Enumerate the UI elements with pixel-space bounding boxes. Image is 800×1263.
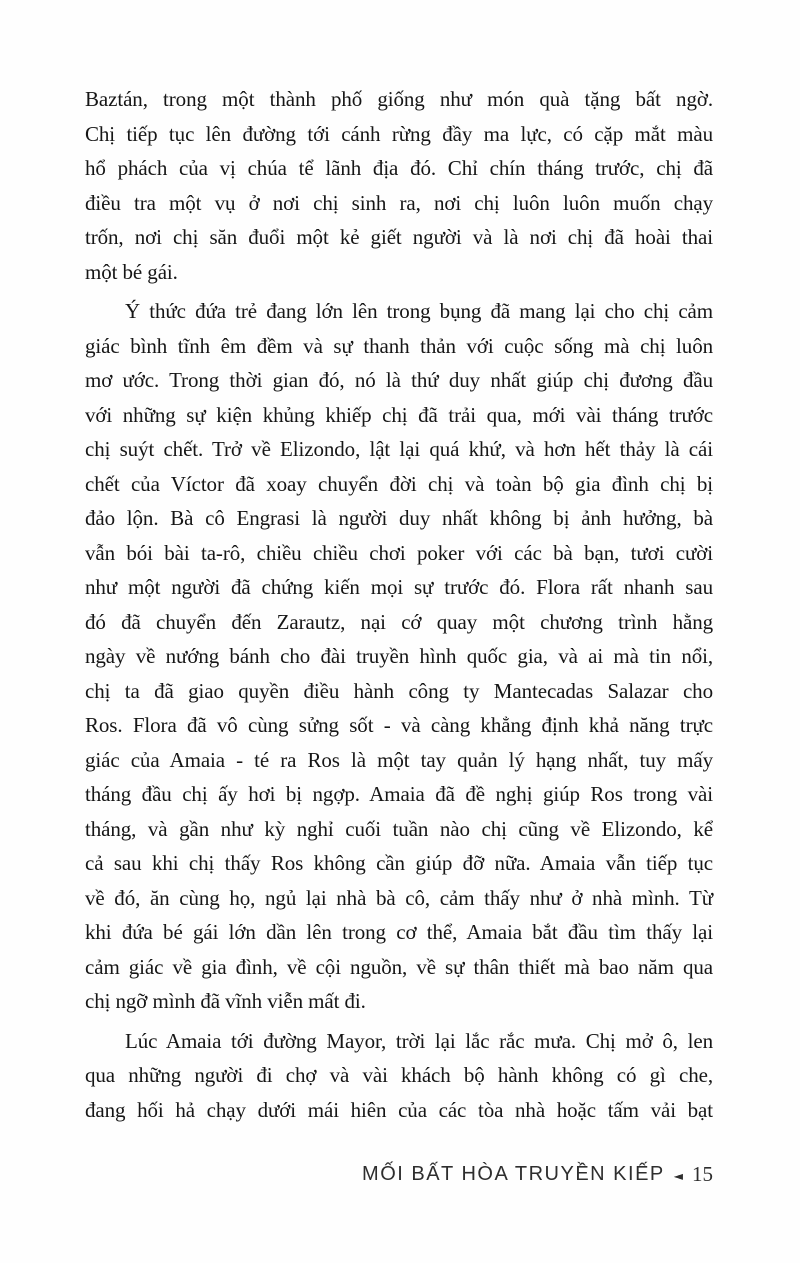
- text-line: qua những người đi chợ và vài khách bộ hành không có gì che,: [85, 1063, 713, 1087]
- text-line: Lúc Amaia tới đường Mayor, trời lại lắc rắc mưa. Chị mở ô, len: [125, 1028, 713, 1053]
- page-footer: [362, 1162, 713, 1187]
- text-line: một bé gái.: [85, 259, 178, 284]
- page-text: [85, 82, 713, 1127]
- text-line: Chị tiếp tục lên đường tới cánh rừng đầy ma lực, có cặp mắt màu: [85, 121, 713, 146]
- text-line: Baztán, trong một thành phố giống như món quà tặng bất ngờ.: [85, 87, 713, 111]
- text-line: chết của Víctor đã xoay chuyển đời chị và toàn bộ gia đình chị bị: [85, 471, 713, 496]
- left-triangle-icon: ◄: [673, 1168, 683, 1183]
- text-line: giác của Amaia - té ra Ros là một tay quản lý hạng nhất, tuy mấy: [85, 747, 713, 772]
- paragraph: [85, 82, 713, 289]
- text-line: Ý thức đứa trẻ đang lớn lên trong bụng đã mang lại cho chị cảm: [125, 299, 713, 323]
- text-line: giác bình tĩnh êm đềm và sự thanh thản với cuộc sống mà chị luôn: [85, 333, 713, 358]
- text-line: về đó, ăn cùng họ, ngủ lại nhà bà cô, cảm thấy như ở nhà mình. Từ: [85, 885, 713, 910]
- text-line: hổ phách của vị chúa tể lãnh địa đó. Chỉ chín tháng trước, chị đã: [85, 156, 713, 180]
- text-line: chị suýt chết. Trở về Elizondo, lật lại quá khứ, và hơn hết thảy là cái: [85, 437, 713, 461]
- text-line: với những sự kiện khủng khiếp chị đã trải qua, mới vài tháng trước: [85, 402, 713, 427]
- text-line: đó đã chuyển đến Zarautz, nại cớ quay một chương trình hằng: [85, 609, 713, 634]
- text-line: đang hối hả chạy dưới mái hiên của các tòa nhà hoặc tấm vải bạt: [85, 1097, 713, 1122]
- text-line: ngày về nướng bánh cho đài truyền hình quốc gia, và ai mà tin nổi,: [85, 644, 713, 668]
- text-line: trốn, nơi chị săn đuổi một kẻ giết người và là nơi chị đã hoài thai: [85, 225, 713, 249]
- text-line: Ros. Flora đã vô cùng sửng sốt - và càng khẳng định khả năng trực: [85, 713, 713, 737]
- text-line: vẫn bói bài ta-rô, chiều chiều chơi poker với các bà bạn, tươi cười: [85, 540, 713, 565]
- running-title: MỐI BẤT HÒA TRUYỀN KIẾP: [362, 1163, 665, 1185]
- page-number: 15: [692, 1162, 713, 1186]
- paragraph: [85, 294, 713, 1019]
- text-line: mơ ước. Trong thời gian đó, nó là thứ duy nhất giúp chị đương đầu: [85, 368, 713, 392]
- text-line: đảo lộn. Bà cô Engrasi là người duy nhất không bị ảnh hưởng, bà: [85, 506, 713, 530]
- text-line: khi đứa bé gái lớn dần lên trong cơ thể, Amaia bắt đầu tìm thấy lại: [85, 920, 713, 944]
- text-line: tháng đầu chị ấy hơi bị ngợp. Amaia đã đề nghị giúp Ros trong vài: [85, 782, 713, 806]
- text-line: chị ngỡ mình đã vĩnh viễn mất đi.: [85, 989, 366, 1013]
- paragraph: [85, 1024, 713, 1128]
- text-line: cả sau khi chị thấy Ros không cần giúp đỡ nữa. Amaia vẫn tiếp tục: [85, 851, 713, 875]
- text-line: tháng, và gần như kỳ nghỉ cuối tuần nào chị cũng về Elizondo, kể: [85, 816, 713, 841]
- text-line: chị ta đã giao quyền điều hành công ty Mantecadas Salazar cho: [85, 678, 713, 703]
- text-line: cảm giác về gia đình, về cội nguồn, về sự thân thiết mà bao năm qua: [85, 954, 713, 979]
- text-line: điều tra một vụ ở nơi chị sinh ra, nơi chị luôn luôn muốn chạy: [85, 190, 713, 215]
- text-line: như một người đã chứng kiến mọi sự trước đó. Flora rất nhanh sau: [85, 575, 713, 599]
